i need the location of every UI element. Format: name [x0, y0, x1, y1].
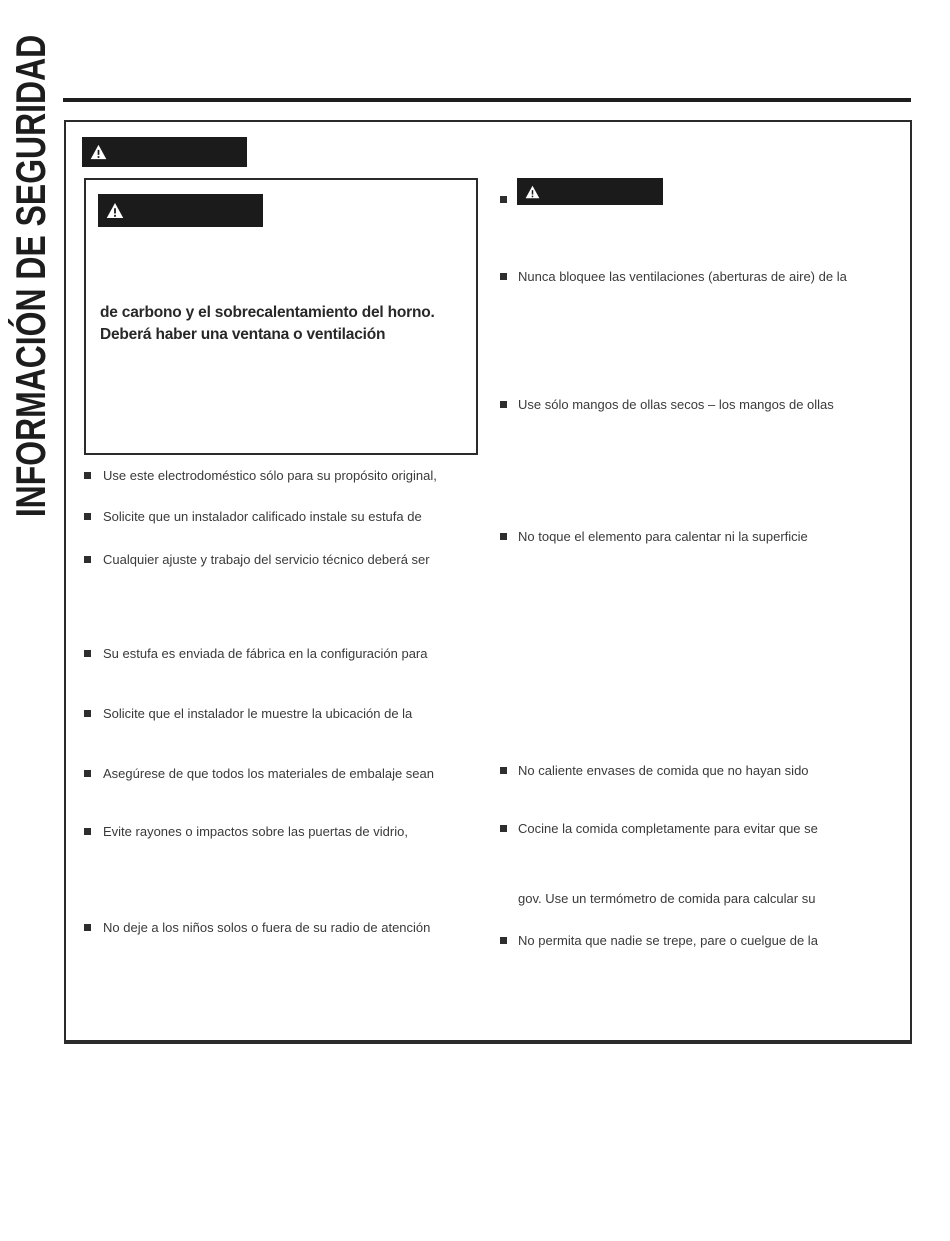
bullet-square-icon	[84, 924, 91, 931]
bullet-square-icon	[500, 767, 507, 774]
list-item-text: Cualquier ajuste y trabajo del servicio técnico deberá ser	[103, 552, 430, 567]
bullet-square-icon	[84, 556, 91, 563]
bullet-square-icon	[500, 401, 507, 408]
caution-bold-line: de carbono y el sobrecalentamiento del horno.	[100, 304, 435, 321]
list-item-text: Use este electrodoméstico sólo para su propósito original,	[103, 468, 437, 483]
warning-icon	[525, 185, 540, 199]
list-item-text: Asegúrese de que todos los materiales de embalaje sean	[103, 766, 434, 781]
bullet-square-icon	[500, 273, 507, 280]
list-item-text: No permita que nadie se trepe, pare o cuelgue de la	[518, 933, 818, 948]
bullet-square-icon	[84, 650, 91, 657]
bullet-square-icon	[84, 770, 91, 777]
list-item	[500, 269, 847, 285]
list-item-text: Solicite que un instalador calificado instale su estufa de	[103, 509, 422, 524]
bullet-square-icon	[500, 533, 507, 540]
warning-banner	[82, 137, 247, 167]
list-item	[500, 397, 834, 413]
top-rule-divider	[63, 98, 911, 102]
list-item	[84, 552, 430, 568]
bullet-square-icon	[84, 472, 91, 479]
list-item-text: Cocine la comida completamente para evitar que se	[518, 821, 818, 836]
list-item-warning-banner	[500, 192, 507, 203]
list-item	[500, 763, 809, 779]
bullet-square-icon	[500, 825, 507, 832]
list-item	[84, 766, 434, 782]
list-item	[500, 933, 818, 949]
list-item-text: No toque el elemento para calentar ni la superficie	[518, 529, 808, 544]
bullet-square-icon	[84, 513, 91, 520]
list-item	[500, 821, 818, 837]
list-item	[84, 468, 437, 484]
caution-bold-text	[100, 302, 474, 346]
warning-icon	[106, 202, 124, 219]
list-item-text: Solicite que el instalador le muestre la ubicación de la	[103, 706, 413, 721]
continuation-text: gov. Use un termómetro de comida para calcular su	[518, 891, 816, 906]
caution-bold-line: Deberá haber una ventana o ventilación	[100, 326, 386, 343]
page-title: INFORMACIÓN DE SEGURIDAD	[7, 34, 54, 518]
list-item	[500, 529, 808, 545]
list-item-text: Evite rayones o impactos sobre las puertas de vidrio,	[103, 824, 408, 839]
list-item	[84, 920, 430, 936]
list-item	[84, 509, 422, 525]
bullet-square-icon	[500, 937, 507, 944]
warning-icon	[90, 144, 107, 160]
list-item-text: No deje a los niños solos o fuera de su radio de atención	[103, 920, 431, 935]
bullet-square-icon	[500, 196, 507, 203]
bullet-square-icon	[84, 828, 91, 835]
list-item-text: Su estufa es enviada de fábrica en la configuración para	[103, 646, 428, 661]
list-item-text: No caliente envases de comida que no hayan sido	[518, 763, 809, 778]
warning-banner	[517, 178, 663, 205]
list-item	[84, 824, 408, 840]
list-item-text: Nunca bloquee las ventilaciones (aberturas de aire) de la	[518, 269, 847, 284]
list-item-text: Use sólo mangos de ollas secos – los mangos de ollas	[518, 397, 834, 412]
bullet-square-icon	[84, 710, 91, 717]
list-item	[84, 706, 412, 722]
caution-banner	[98, 194, 263, 227]
list-item	[84, 646, 428, 662]
